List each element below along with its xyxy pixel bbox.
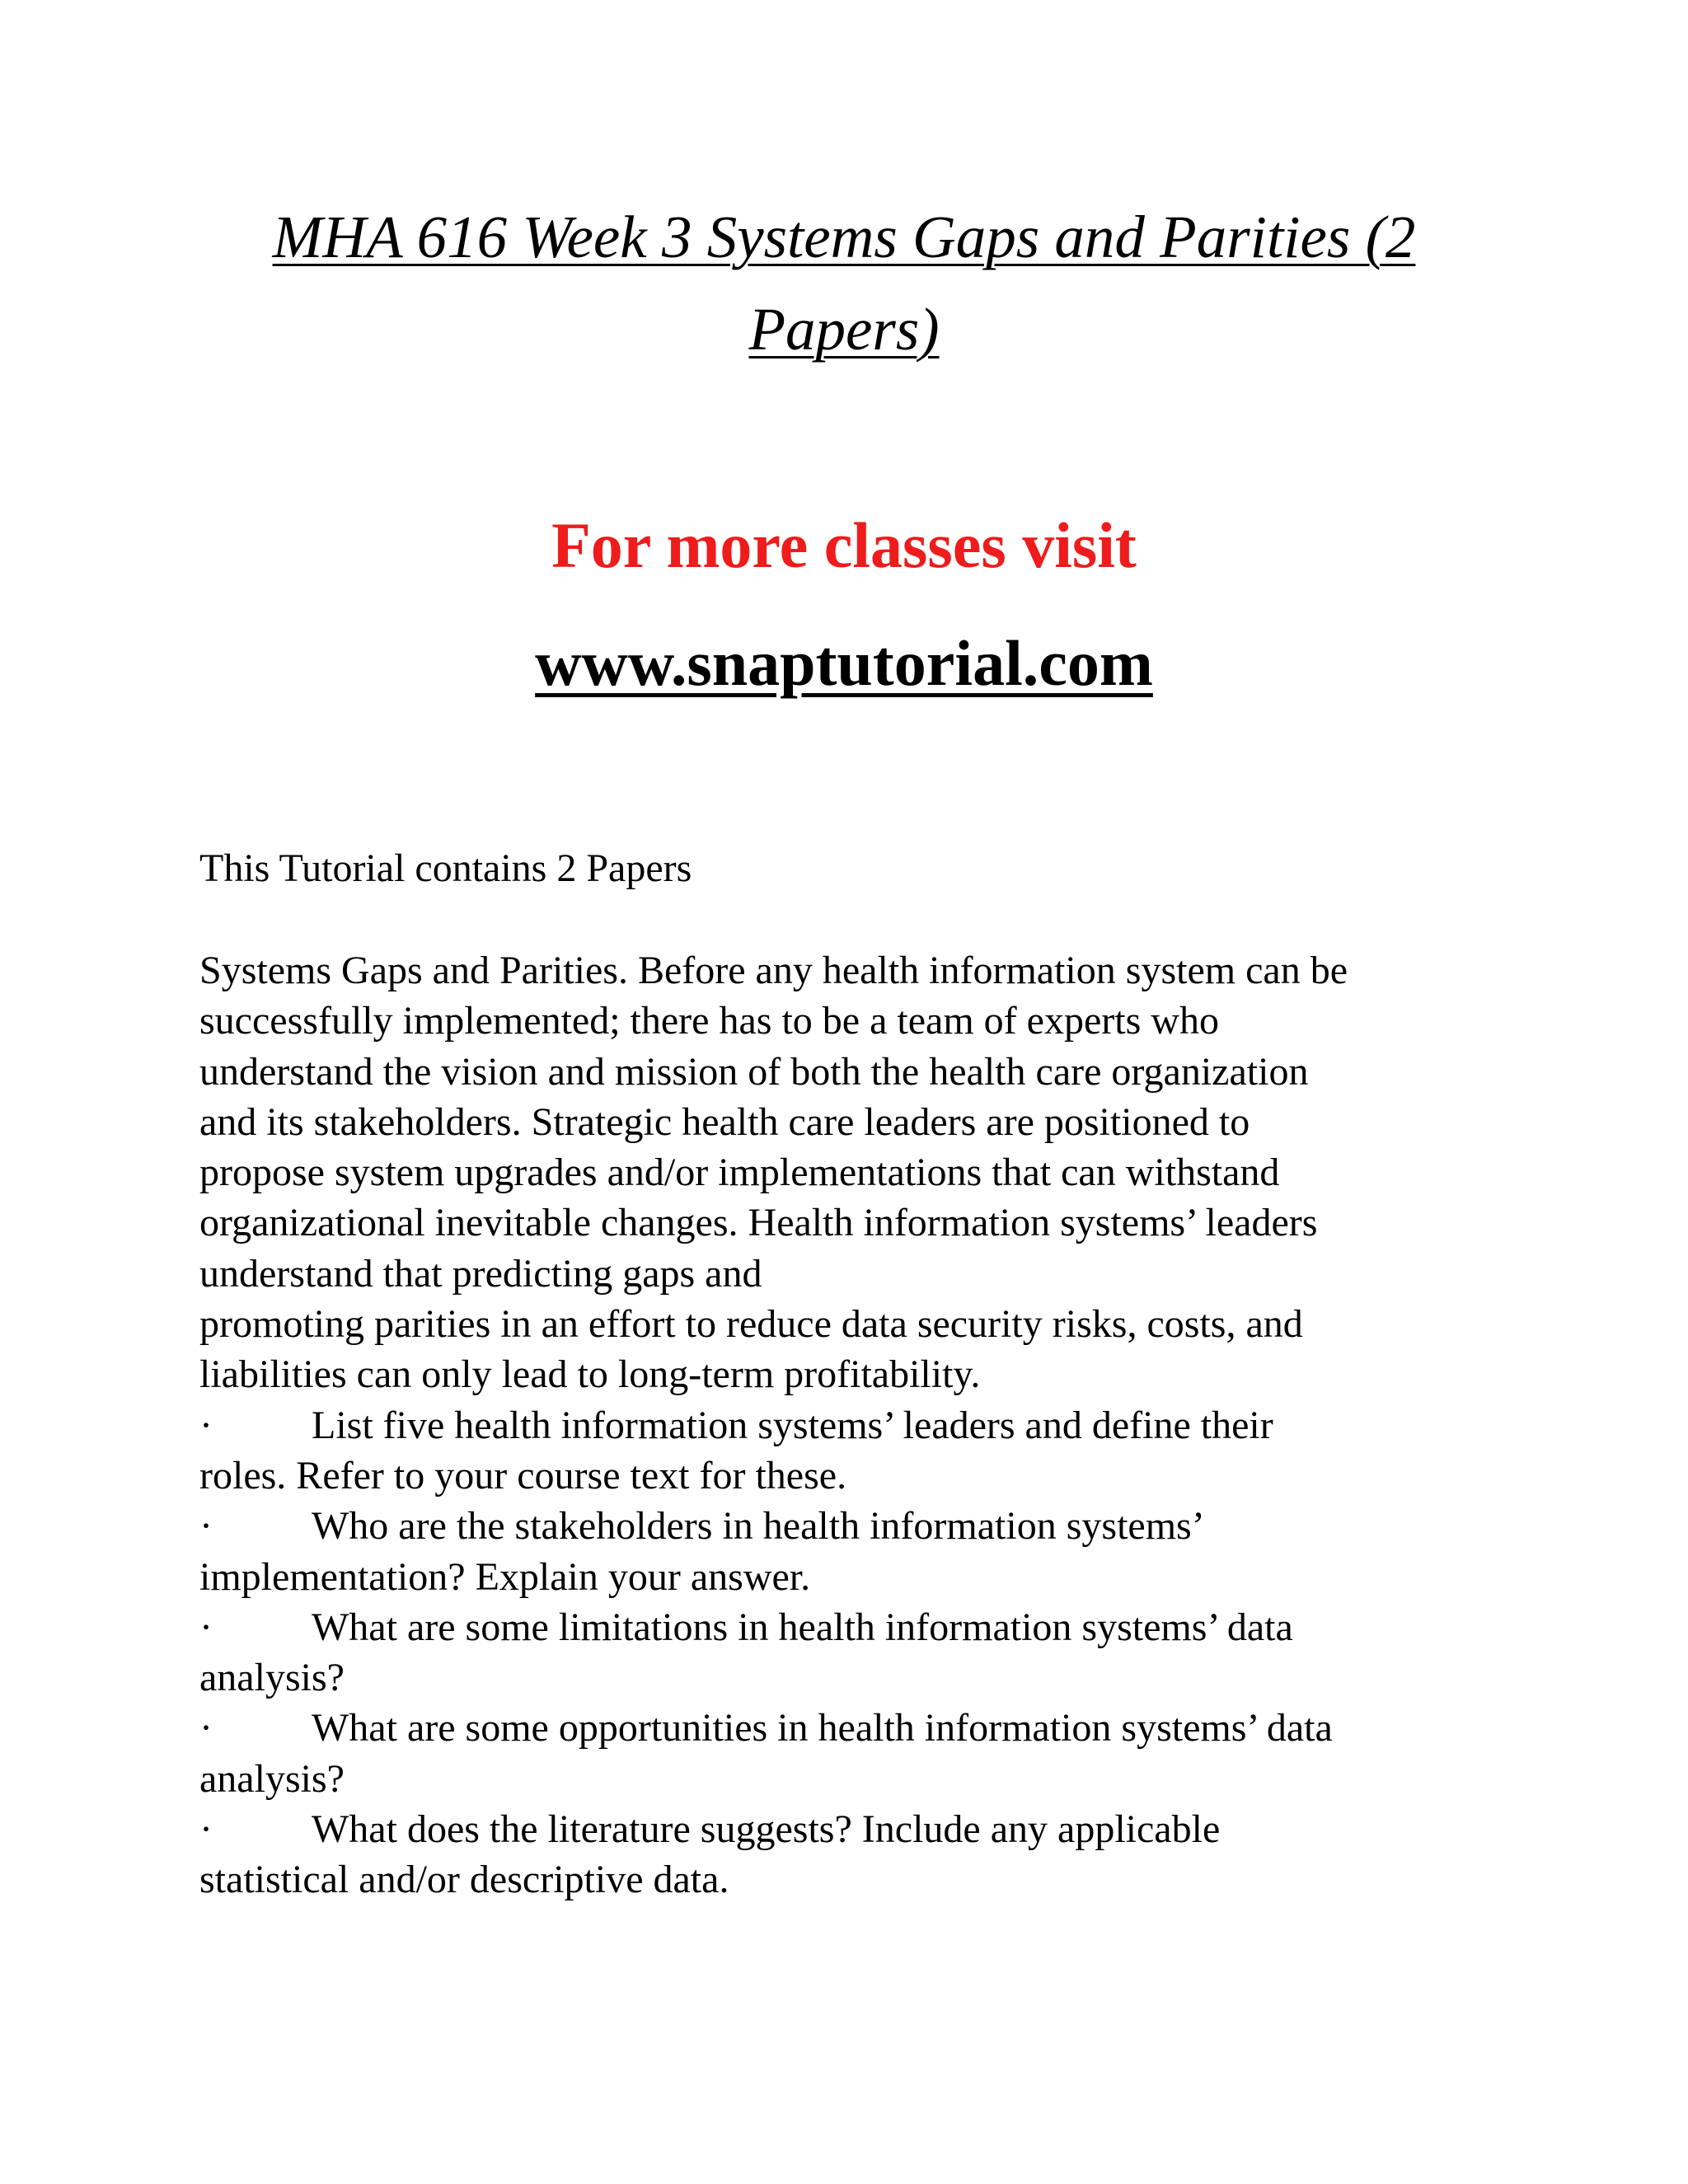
bullet-text: Who are the stakeholders in health information systems’ — [312, 1504, 1205, 1549]
bullet-item — [199, 1602, 1559, 1652]
paragraph-line: successfully implemented; there has to be a team of experts who — [199, 999, 1219, 1043]
bullet-continuation: implementation? Explain your answer. — [199, 1554, 811, 1599]
paragraph-line: liabilities can only lead to long-term profitability. — [199, 1352, 981, 1397]
bullet-symbol: · — [199, 1504, 213, 1549]
title-line-1: MHA 616 Week 3 Systems Gaps and Parities (2 — [272, 204, 1416, 270]
bullet-symbol: · — [199, 1807, 213, 1852]
paragraph-line: understand the vision and mission of both the health care organization — [199, 1049, 1309, 1094]
paragraph-line: organizational inevitable changes. Health information systems’ leaders — [199, 1201, 1318, 1245]
promo-text: For more classes visit — [551, 509, 1137, 581]
bullet-symbol: · — [199, 1403, 213, 1447]
bullet-symbol: · — [199, 1605, 213, 1649]
bullet-text: What are some limitations in health information systems’ data — [312, 1605, 1293, 1649]
paragraph-line: Systems Gaps and Parities. Before any health information system can be — [199, 949, 1348, 992]
intro-text: This Tutorial contains 2 Papers — [199, 846, 692, 890]
bullet-continuation: statistical and/or descriptive data. — [199, 1858, 729, 1902]
bullet-text: What are some opportunities in health information systems’ data — [312, 1706, 1333, 1750]
body-text — [199, 945, 1559, 1905]
bullet-item — [199, 1400, 1559, 1451]
paragraph-line: understand that predicting gaps and — [199, 1251, 762, 1296]
bullet-item — [199, 1804, 1559, 1854]
paragraph-line: and its stakeholders. Strategic health care leaders are positioned to — [199, 1099, 1250, 1144]
bullet-text: List five health information systems’ leaders and define their — [312, 1403, 1273, 1447]
bullet-continuation: roles. Refer to your course text for these. — [199, 1453, 847, 1497]
bullet-text: What does the literature suggests? Include any applicable — [312, 1807, 1221, 1852]
paragraph-line: promoting parities in an effort to reduce data security risks, costs, and — [199, 1302, 1303, 1347]
bullet-continuation: analysis? — [199, 1656, 345, 1700]
document-title — [165, 191, 1523, 376]
bullet-symbol: · — [199, 1706, 213, 1750]
paragraph-line: propose system upgrades and/or implementations that can withstand — [199, 1151, 1280, 1195]
title-line-2: Papers) — [748, 296, 940, 363]
bullet-item — [199, 1703, 1559, 1753]
bullet-continuation: analysis? — [199, 1756, 345, 1801]
website-link[interactable]: www.snaptutorial.com — [535, 627, 1153, 699]
bullet-item — [199, 1501, 1559, 1551]
